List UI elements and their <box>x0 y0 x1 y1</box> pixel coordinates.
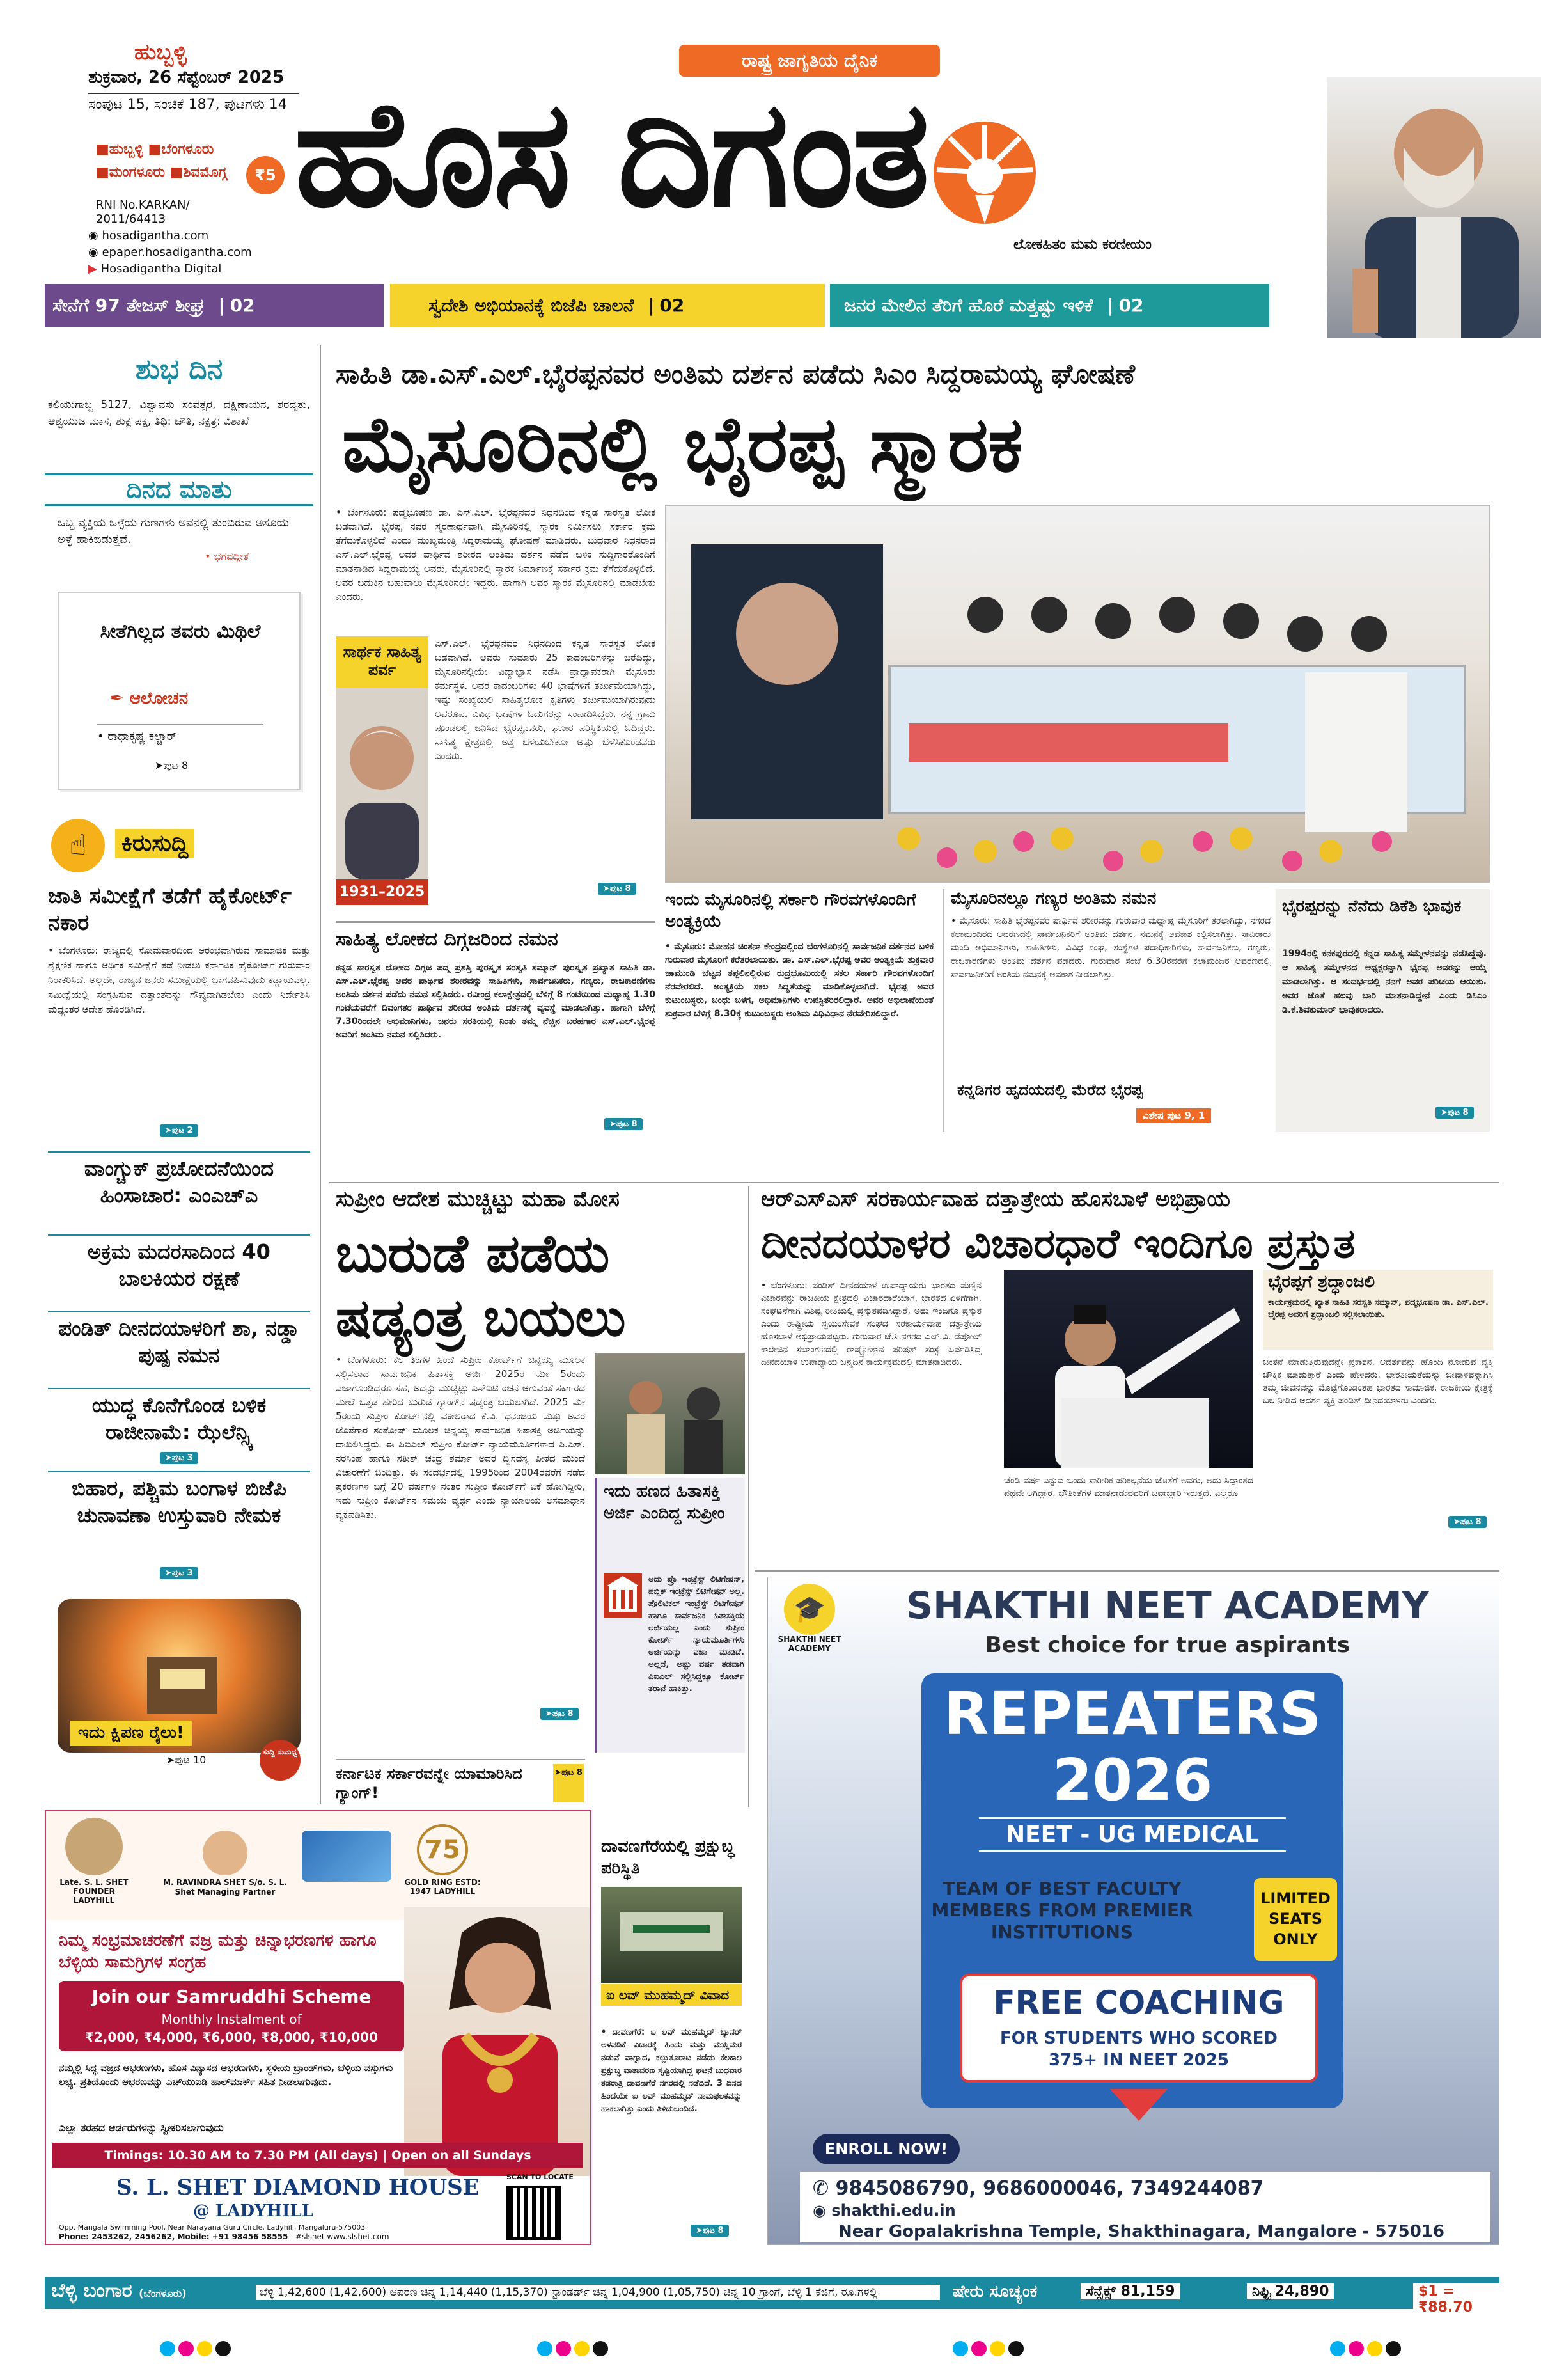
small-caption: ಐ ಲವ್ ಮುಹಮ್ಮದ್ ವಿವಾದ <box>601 1984 742 2006</box>
shop-name: S. L. SHET DIAMOND HOUSE <box>116 2175 480 2200</box>
jewel-timings: Timings: 10.30 AM to 7.30 PM (All days) | Open on all Sundays <box>52 2143 583 2168</box>
pm-photo <box>1327 77 1541 338</box>
footer-label: ಬೆಳ್ಳಿ ಬಂಗಾರ (ಬೆಂಗಳೂರು) <box>51 2280 187 2302</box>
founder-block <box>52 1818 136 1905</box>
lead-kicker: ಸಾಹಿತಿ ಡಾ.ಎಸ್.ಎಲ್.ಭೈರಪ್ಪನವರ ಅಂತಿಮ ದರ್ಶನ ಪಡೆದು ಸಿಎಂ ಸಿದ್ದರಾಮಯ್ಯ ಘೋಷಣೆ <box>336 358 1136 390</box>
n2-title[interactable]: ವಾಂಗ್ಚುಕ್ ಪ್ರಚೋದನೆಯಿಂದ ಹಿಂಸಾಚಾರ: ಎಂಎಚ್ಎ <box>48 1151 310 1209</box>
model-photo <box>404 1907 590 2176</box>
column-page: ➤ಪುಟ 8 <box>155 759 189 771</box>
teaser-3[interactable]: ಜನರ ಮೇಲಿನ ತೆರಿಗೆ ಹೊರೆ ಮತ್ತಷ್ಟು ಇಳಿಕೆ | 02 <box>830 284 1269 327</box>
globe-icon: ◉ <box>813 2202 826 2219</box>
small-title[interactable]: ದಾವಣಗೆರೆಯಲ್ಲಿ ಪ್ರಕ್ಷುಬ್ಧ ಪರಿಸ್ಥಿತಿ <box>601 1837 735 1878</box>
scheme-title: Join our Samruddhi Scheme <box>91 1986 372 2007</box>
founder-text: Late. S. L. SHET FOUNDER LADYHILL <box>59 1878 129 1905</box>
n5-page[interactable]: ➤ಪುಟ 3 <box>160 1452 198 1464</box>
footer-nifty: ನಿಫ್ಟಿ 24,890 <box>1247 2283 1334 2299</box>
mid-page[interactable]: ➤ಪುಟ 8 <box>540 1708 579 1720</box>
lead-photo <box>665 505 1490 883</box>
mid-strip[interactable] <box>336 1759 585 1804</box>
column-author: • ರಾಧಾಕೃಷ್ಣ ಕಲ್ಚಾರ್ <box>97 724 263 743</box>
issue: ಸಂಪುಟ 15, ಸಂಚಿಕೆ 187, ಪುಟಗಳು 14 <box>88 93 299 113</box>
panchanga: ಕಲಿಯುಗಾಬ್ದ 5127, ವಿಶ್ವಾವಸು ಸಂವತ್ಸರ, ದಕ್ಷಿಣಾಯನ, ಶರದೃತು, ಆಶ್ವಯುಜ ಮಾಸ, ಶುಕ್ಲ ಪಕ್ಷ, ತಿಥಿ: ಚೌತಿ, ನಕ್ಷತ್ರ: ವಿಶಾಖೆ <box>48 398 310 428</box>
quote-by: • ಭಗವದ್ಗೀತೆ <box>205 550 249 562</box>
court-icon <box>604 1573 642 1618</box>
kiru-header <box>51 819 243 872</box>
shop-social[interactable]: #slshet www.slshet.com <box>295 2232 389 2241</box>
scheme-amounts: ₹2,000, ₹4,000, ₹6,000, ₹8,000, ₹10,000 <box>84 2029 379 2045</box>
section-rule <box>329 1182 1499 1183</box>
tribute-title[interactable]: ಭೈರಪ್ಪಗೆ ಶ್ರದ್ಧಾಂಜಲಿ <box>1268 1272 1375 1291</box>
n1-page[interactable]: ➤ಪುಟ 2 <box>160 1124 198 1137</box>
neet-title: SHAKTHI NEET ACADEMY <box>906 1584 1429 1627</box>
neet-limited: LIMITED SEATS ONLY <box>1254 1878 1337 1961</box>
mid-headline: ಬುರುಡೆ ಪಡೆಯ ಷಡ್ಯಂತ್ರ ಬಯಲು <box>336 1223 626 1348</box>
right-story <box>755 1186 1499 1570</box>
epaper-link[interactable]: ◉ epaper.hosadigantha.com <box>88 246 252 259</box>
masthead-title: ಹೊಸ ದಿಗಂತ <box>294 67 928 240</box>
namana-body: ಕನ್ನಡ ಸಾರಸ್ವತ ಲೋಕದ ದಿಗ್ಗಜ ಪದ್ಮ ಪ್ರಶಸ್ತಿ ಪುರಸ್ಕೃತ ಸರಸ್ವತಿ ಸಮ್ಮಾನ್ ಪುರಸ್ಕೃತ ಪ್ರಖ್ಯಾತ ಸಾಹಿತಿ ಡಾ. ಎಸ್.ಎಲ್.ಭೈರಪ್ಪ ಅವರ ಪಾರ್ಥಿವ ಶರೀರವನ್ನು ಸಾಹಿತಿಗಳು, ಸಾರ್ವಜನಿಕರು, ಗಣ್ಯರು, ರಾಜಕಾರಣಿಗಳು ಅಂತಿಮ ದರ್ಶನ ಪಡೆದು ನಮನ ಸಲ್ಲಿಸಿದರು. ರವೀಂದ್ರ ಕಲಾಕ್ಷೇತ್ರದಲ್ಲಿ ಬೆಳಿಗ್ಗೆ 8 ಗಂಟೆಯಿಂದ ಮಧ್ಯಾಹ್ನ 1.30 ಗಂಟೆಯವರೆಗೆ ದಿವಂಗತರ ಪಾರ್ಥಿವ ಶರೀರದ ಅಂತಿಮ ದರ್ಶನಕ್ಕೆ ವ್ಯವಸ್ಥೆ ಮಾಡಲಾಗಿತ್ತು. ಹಾಗಾಗಿ ಬೆಳಿಗ್ಗೆ 7.30ರಿಂದಲೇ ಅಭಿಮಾನಿಗಳು, ಜನರು ಸರತಿಯಲ್ಲಿ ನಿಂತು ತಮ್ಮ ನೆಚ್ಚಿನ ಬರಹಗಾರ ಎಸ್.ಎಲ್.ಭೈರಪ್ಪ ಅವರಿಗೆ ಅಂತಿಮ ನಮನ ಸಲ್ಲಿಸಿದರು. <box>336 963 655 1040</box>
small-photo <box>601 1887 742 1983</box>
teaser-2[interactable]: ಸ್ವದೇಶಿ ಅಭಿಯಾನಕ್ಕೆ ಬಿಜೆಪಿ ಚಾಲನೆ | 02 <box>390 284 825 327</box>
footer-dollar: $1 = ₹88.70 <box>1413 2283 1499 2315</box>
shop-address: Opp. Mangala Swimming Pool, Near Narayana Guru Circle, Ladyhill, Mangaluru-575003 <box>59 2223 366 2232</box>
partner-block <box>161 1831 289 1897</box>
mid-strip-text: ಕರ್ನಾಟಕ ಸರ್ಕಾರವನ್ನೇ ಯಾಮಾರಿಸಿದ ಗ್ಯಾಂಗ್! <box>336 1765 522 1802</box>
mid-story <box>329 1186 745 1807</box>
namana-page[interactable]: ➤ಪುಟ 8 <box>604 1118 643 1130</box>
jewel-kn2: ನಮ್ಮಲ್ಲಿ ಸಿದ್ಧ ವಜ್ರದ ಆಭರಣಗಳು, ಹೊಸ ವಿನ್ಯಾಸದ ಆಭರಣಗಳು, ಸ್ಥಳೀಯ ಬ್ರಾಂಡ್‌ಗಳು, ಬೆಳ್ಳಿಯ ವಸ್ತುಗಳು ಲಭ್ಯ. ಪ್ರತಿಯೊಂದು ಆಭರಣವನ್ನು ಎಚ್‌ಯುಐಡಿ ಹಾಲ್‌ಮಾರ್ಕ್ ಸಹಿತ ನೀಡಲಾಗುವುದು. <box>59 2062 393 2088</box>
column-label: ✒ ಆಲೋಚನ <box>110 689 189 708</box>
tribute-box <box>1263 1270 1493 1350</box>
hand-icon: ☝ <box>51 819 105 872</box>
neet-enroll-button[interactable]: ENROLL NOW! <box>813 2134 960 2164</box>
n4-title[interactable]: ಪಂಡಿತ್ ದೀನದಯಾಳರಿಗೆ ಶಾ, ನಡ್ಡಾ ಪುಷ್ಪ ನಮನ <box>48 1311 310 1369</box>
lead-headline: ಮೈಸೂರಿನಲ್ಲಿ ಭೈರಪ್ಪ ಸ್ಮಾರಕ <box>342 399 1023 489</box>
right-body-1: • ಬೆಂಗಳೂರು: ಪಂಡಿತ್ ದೀನದಯಾಳ ಉಪಾಧ್ಯಾಯರು ಭಾರತದ ಮಣ್ಣಿನ ವಿಚಾರವನ್ನು ರಾಜಕೀಯ ಕ್ಷೇತ್ರದಲ್ಲಿ ವಿಚಾರಧಾರೆಯಾಗಿ, ಭಾರತದ ಏಳಿಗೆಗಾಗಿ, ಸಂಘಟನೆಗಾಗಿ ವಿಶಿಷ್ಟ ರೀತಿಯಲ್ಲಿ ಪ್ರಸ್ತುತಪಡಿಸಿದ್ದಾರೆ, ಅದು ಇಂದಿಗೂ ಪ್ರಸ್ತುತ ಎಂದು ರಾಷ್ಟ್ರೀಯ ಸ್ವಯಂಸೇವಕ ಸಂಘದ ಸರಕಾರ್ಯವಾಹ ದತ್ತಾತ್ರೇಯ ಹೊಸಬಾಳೆ ಅಭಿಪ್ರಾಯಪಟ್ಟರು. ಗುರುವಾರ ಚೆ.ಸಿ.ನಗರದ ಎಲ್.ವಿ. ಡೆಪೋಲ್ ಕಾಲೇಜಿನ ಸಭಾಂಗಣದಲ್ಲಿ ರಾಷ್ಟ್ರೋತ್ಥಾನ ಪರಿಷತ್ ಸಂಸ್ಥೆ ಏರ್ಪಡಿಸಿದ್ದ ದೀನದಯಾಳ ಉಪಾಧ್ಯಾಯ ಜನ್ಮದಿನ ಕಾರ್ಯಕ್ರಮದಲ್ಲಿ ಮಾತನಾಡಿದರು. <box>761 1281 982 1367</box>
price-badge: ₹5 <box>246 156 285 194</box>
mid-rule <box>748 1186 749 1807</box>
neet-contacts <box>800 2172 1490 2242</box>
partner-photo <box>203 1831 247 1875</box>
teaser-strip <box>45 284 1269 327</box>
motto: ಲೋಕಹಿತಂ ಮಮ ಕರಣೀಯಂ <box>1013 237 1152 253</box>
qr-code-icon[interactable] <box>506 2186 561 2240</box>
estd-text: GOLD RING ESTD: 1947 LADYHILL <box>404 1878 481 1896</box>
column-title: ಸೀತೆಗಿಲ್ಲದ ತವರು ಮಿಥಿಲೆ <box>100 620 261 643</box>
neet-free: FREE COACHING <box>993 1984 1285 2021</box>
neet-ug: NEET - UG MEDICAL <box>979 1817 1286 1852</box>
shop-at: @ LADYHILL <box>193 2202 313 2221</box>
sls-logo-icon <box>302 1831 391 1882</box>
profile-box-title: ಸಾರ್ಥಕ ಸಾಹಿತ್ಯ ಪರ್ವ <box>336 636 428 688</box>
portrait <box>336 688 428 879</box>
n5-title[interactable]: ಯುದ್ಧ ಕೊನೆಗೊಂಡ ಬಳಿಕ ರಾಜೀನಾಮೆ: ಝೆಲೆನ್ಸ್ಕಿ <box>48 1388 310 1446</box>
n6-title[interactable]: ಬಿಹಾರ, ಪಶ್ಚಿಮ ಬಂಗಾಳ ಬಿಜೆಪಿ ಚುನಾವಣಾ ಉಸ್ತುವಾರಿ ನೇಮಕ <box>48 1471 310 1529</box>
pen-icon: ✒ <box>110 689 124 708</box>
small-story <box>601 1836 742 2245</box>
mid-photo <box>595 1353 745 1474</box>
sun-emblem-icon <box>924 112 1045 233</box>
sub2-page[interactable]: ವಿಶೇಷ ಪುಟ 9, 1 <box>1136 1108 1211 1123</box>
neet-web[interactable]: ◉ shakthi.edu.in <box>813 2202 956 2219</box>
shubha-dina: ಶುಭ ದಿನ <box>135 353 223 386</box>
sub2-note[interactable]: ಕನ್ನಡಿಗರ ಹೃದಯದಲ್ಲಿ ಮೆರೆದ ಭೈರಪ್ಪ <box>957 1081 1143 1099</box>
sub2-title[interactable]: ಮೈಸೂರಿನಲ್ಲೂ ಗಣ್ಯರ ಅಂತಿಮ ನಮನ <box>951 889 1157 908</box>
editions: ■ಹುಬ್ಬಳ್ಳಿ ■ಬೆಂಗಳೂರು ■ಮಂಗಳೂರು ■ಶಿವಮೊಗ್ಗ <box>96 141 227 180</box>
right-headline: ದೀನದಯಾಳರ ವಿಚಾರಧಾರೆ ಇಂದಿಗೂ ಪ್ರಸ್ತುತ <box>761 1220 1356 1268</box>
kiru-title: ಕಿರುಸುದ್ದಿ <box>115 829 194 858</box>
estd-block <box>401 1824 484 1896</box>
sub3 <box>1276 889 1490 1132</box>
rail-caption: ಇದು ಕ್ಷಿಪಣ ರೈಲು! <box>70 1721 192 1746</box>
rail-page[interactable]: ➤ಪುಟ 10 <box>166 1754 207 1766</box>
namana-box <box>336 921 655 1132</box>
sub3-body: 1994ರಲ್ಲಿ ಕನಕಪುರದಲ್ಲಿ ಕನ್ನಡ ಸಾಹಿತ್ಯ ಸಮ್ಮೇಳನವನ್ನು ನಡೆಸಿದ್ದೆವು. ಆ ಸಾಹಿತ್ಯ ಸಮ್ಮೇಳನದ ಅಧ್ಯಕ್ಷರನ್ನಾಗಿ ಭೈರಪ್ಪ ಅವರನ್ನು ಆಯ್ಕೆ ಮಾಡಲಾಗಿತ್ತು. ಆ ಸಂದರ್ಭದಲ್ಲಿ ನನಗೆ ಅವರ ಪರಿಚಯ ಆಯಿತು. ಅವರ ಜೊತೆ ಹಲವು ಬಾರಿ ಮಾತನಾಡಿದ್ದೇನೆ ಎಂದು ಡಿಸಿಎಂ ಡಿ.ಕೆ.ಶಿವಕುಮಾರ್ ಭಾವುಕರಾದರು. <box>1282 949 1487 1015</box>
n6-page[interactable]: ➤ಪುಟ 3 <box>160 1567 198 1579</box>
column-rule <box>320 345 321 1804</box>
sub3-page[interactable]: ➤ಪುಟ 8 <box>1435 1107 1474 1119</box>
sub1-body: • ಮೈಸೂರು: ಮೋಹನ ಚಿಂತನಾ ಕೇಂದ್ರದಲ್ಲಿಂದ ಬೆಂಗಳೂರಿನಲ್ಲಿ ಸಾರ್ವಜನಿಕ ದರ್ಶನದ ಬಳಿಕ ಗುರುವಾರ ಮೈಸೂರಿಗೆ ಕರೆತರಲಾಯಿತು. ಡಾ. ಎಸ್.ಎಲ್.ಭೈರಪ್ಪ ಅವರ ಅಂತ್ಯಕ್ರಿಯೆ ಶುಕ್ರವಾರ ಚಾಮುಂಡಿ ಬೆಟ್ಟದ ತಪ್ಪಲಿನಲ್ಲಿರುವ ರುದ್ರಭೂಮಿಯಲ್ಲಿ ಸಕಲ ಸರ್ಕಾರಿ ಗೌರವಗಳೊಂದಿಗೆ ನೆರವೇರಲಿದೆ. ಅಂತ್ಯಕ್ರಿಯೆ ಸಕಲ ಸಿದ್ಧತೆಯನ್ನು ಮಾಡಿಕೊಳ್ಳಲಾಗಿದೆ. ಭೈರಪ್ಪ ಅವರ ಕುಟುಂಬಸ್ಥರು, ಬಂಧು ಬಳಗ, ಅಭಿಮಾನಿಗಳು ಉಪಸ್ಥಿತರಿರಲಿದ್ದಾರೆ. ಅವರ ಅಭಿಲಾಷೆಯಂತೆ ಶುಕ್ರವಾರ ಬೆಳಿಗ್ಗೆ 8.30ಕ್ಕೆ ಕುಟುಂಬಸ್ಥರು ಅಂತಿಮ ವಿಧಿವಿಧಾನ ನೆರವೇರಿಸಲಿದ್ದಾರೆ. <box>665 942 934 1019</box>
neet-free-sub: FOR STUDENTS WHO SCORED 375+ IN NEET 2025 <box>1000 2029 1278 2070</box>
footer-bar <box>45 2277 1499 2315</box>
registration-dots-2 <box>537 2341 608 2359</box>
registration-dots-1 <box>160 2341 231 2359</box>
footer-sensex: ಸೆನ್ಸೆಕ್ಸ್ 81,159 <box>1081 2283 1180 2299</box>
quote: ಒಬ್ಬ ವ್ಯಕ್ತಿಯ ಒಳ್ಳೆಯ ಗುಣಗಳು ಅವನಲ್ಲಿ ತುಂಬಿರುವ ಅಸೂಯೆ ಅಳ್ಳೆ ಹಾಕಿಬಿಡುತ್ತವೆ. <box>58 516 290 546</box>
arrow-down-icon <box>1110 2089 1168 2121</box>
date: ಶುಕ್ರವಾರ, 26 ಸೆಪ್ಟೆಂಬರ್ 2025 <box>88 68 285 87</box>
speaker-photo <box>1004 1270 1253 1468</box>
small-body: • ದಾವಣಗೆರೆ: ಐ ಲವ್ ಮುಹಮ್ಮದ್ ಬ್ಯಾನರ್ ಅಳವಡಿಕೆ ವಿಚಾರಕ್ಕೆ ಹಿಂದು ಮತ್ತು ಮುಸ್ಲಿಮರ ನಡುವೆ ವಾಗ್ವಾದ, ಕಲ್ಲುತೂರಾಟ ನಡೆದು ಕೆಲಕಾಲ ಪ್ರಕ್ಷುಬ್ಧ ವಾತಾವರಣ ಸೃಷ್ಟಿಯಾಗಿದ್ದ ಘಟನೆ ಬುಧವಾರ ತಡರಾತ್ರಿ ದಾವಣಗೆರೆ ನಗರದಲ್ಲಿ ನಡೆದಿದೆ. 3 ದಿನದ ಹಿಂದೆಯೇ ಐ ಲವ್ ಮುಹಮ್ಮದ್ ನಾಮಫಲಕವನ್ನು ಹಾಕಲಾಗಿತ್ತು ಎಂದು ತಿಳಿದುಬಂದಿದೆ. <box>601 2028 742 2114</box>
right-body-2: ಚೆಂಡಿ ವರ್ಷ ಎನ್ನುವ ಒಂದು ಸಾರೀರಿಕ ಪರಿಕಲ್ಪನೆಯ ಜೊತೆಗೆ ಅವರು, ಅದು ಸಿದ್ಧಾಂತದ ಪಥವೇ ಆಗಿದ್ದಾರೆ. ಭೌತಿಕತೆಗಳ ಮಾತನಾಡುವವರಿಗೆ ಜವಾಬ್ದಾರಿ ಇರುತ್ತದೆ. ಎಲ್ಲರೂ <box>1004 1476 1253 1499</box>
n1-title[interactable]: ಜಾತಿ ಸಮೀಕ್ಷೆಗೆ ತಡೆಗೆ ಹೈಕೋರ್ಟ್ ನಕಾರ <box>48 883 292 936</box>
right-kicker: ಆರ್‌ಎಸ್‌ಎಸ್ ಸರಕಾರ್ಯವಾಹ ದತ್ತಾತ್ರೇಯ ಹೊಸಬಾಳೆ ಅಭಿಪ್ರಾಯ <box>761 1186 1230 1212</box>
graduate-icon: 🎓 <box>784 1584 835 1635</box>
registration-dots-4 <box>1330 2341 1401 2359</box>
right-page[interactable]: ➤ಪುಟ 8 <box>1448 1516 1487 1528</box>
scheme-box <box>59 1981 404 2051</box>
jewel-kn3: ಎಲ್ಲಾ ತರಹದ ಆರ್ಡರುಗಳನ್ನು ಸ್ವೀಕರಿಸಲಾಗುವುದು <box>59 2122 224 2134</box>
neet-team: TEAM OF BEST FACULTY MEMBERS FROM PREMIER INSTITUTIONS <box>931 1878 1193 1943</box>
neet-phone[interactable]: ✆ 9845086790, 9686000046, 7349244087 <box>813 2177 1264 2200</box>
masthead <box>0 0 1541 281</box>
left-column <box>45 345 313 1804</box>
small-page[interactable]: ➤ಪುಟ 8 <box>691 2225 729 2237</box>
tribute-body: ಕಾರ್ಯಕ್ರಮದಲ್ಲಿ ಖ್ಯಾತ ಸಾಹಿತಿ ಸರಸ್ವತಿ ಸಮ್ಮಾನ್, ಪದ್ಮಭೂಷಣ ಡಾ. ಎಸ್.ಎಲ್. ಭೈರಪ್ಪ ಅವರಿಗೆ ಶ್ರದ್ಧಾಂಜಲಿ ಸಲ್ಲಿಸಲಾಯಿತು. <box>1268 1298 1489 1320</box>
sub1-title[interactable]: ಇಂದು ಮೈಸೂರಿನಲ್ಲಿ ಸರ್ಕಾರಿ ಗೌರವಗಳೊಂದಿಗೆ ಅಂತ್ಯಕ್ರಿಯೆ <box>665 890 916 931</box>
profile-years: 1931–2025 <box>336 879 428 905</box>
registration-dots-3 <box>953 2341 1024 2359</box>
neet-year: 2026 <box>1052 1747 1213 1814</box>
profile-box <box>336 636 428 905</box>
years-badge: 75 <box>417 1824 468 1875</box>
sub3-title[interactable]: ಭೈರಪ್ಪರನ್ನು ನೆನೆದು ಡಿಕೆಶಿ ಭಾವುಕ <box>1282 897 1462 916</box>
founder-photo <box>65 1818 123 1875</box>
n3-title[interactable]: ಅಕ್ರಮ ಮದರಸಾದಿಂದ 40 ಬಾಲಕಿಯರ ರಕ್ಷಣೆ <box>48 1234 310 1292</box>
neet-free-box <box>960 1974 1318 2083</box>
scheme-monthly: Monthly Instalment of <box>161 2012 302 2027</box>
tagline: ರಾಷ್ಟ್ರ ಜಾಗೃತಿಯ ದೈನಿಕ <box>679 45 940 77</box>
neet-sub: Best choice for true aspirants <box>985 1632 1350 1658</box>
right-body-3: ಚಿಂತನೆ ಮಾಡುತ್ತಿರುವುದನ್ನೇ ಪ್ರಕಾಶನ, ಆದರ್ಶವನ್ನು ಹೊಂದಿ ನೋಡುವ ವ್ಯಕ್ತಿ ಚೌಕ್ತಿಕ ಮಾಡುತ್ತಾರೆ ಎಂದು ಹೇಳಿದರು. ಭಾರತೀಯತೆಯನ್ನು ಜೀವಾಳವನ್ನಾಗಿಸಿ ತಮ್ಮ ಜೀವನವನ್ನು ಮೊಟ್ಟೆಗೊಂಡಂತಹ ಭಾರತದ ಸಾಮಾಜಿಕ, ರಾಜಕೀಯ ಕ್ಷೇತ್ರಕ್ಕೆ ಬಲ ನೀಡಿದ ಆದರ್ಶ ವ್ಯಕ್ತಿ ಪಂಡಿತ್ ದೀನದಯಾಳರು ಎಂದರು. <box>1263 1357 1493 1406</box>
footer-market: ಷೇರು ಸೂಚ್ಯಂಕ <box>953 2282 1038 2301</box>
mid-kicker: ಸುಪ್ರೀಂ ಆದೇಶ ಮುಚ್ಚಿಟ್ಟು ಮಹಾ ಮೋಸ <box>336 1186 620 1212</box>
phone-icon: ✆ <box>813 2177 829 2200</box>
rni: RNI No.KARKAN/ 2011/64413 <box>96 198 190 226</box>
neet-logo: 🎓 SHAKTHI NEET ACADEMY <box>774 1584 845 1653</box>
neet-ad[interactable] <box>767 1577 1499 2245</box>
lead-body-1: • ಬೆಂಗಳೂರು: ಪದ್ಮಭೂಷಣ ಡಾ. ಎಸ್.ಎಲ್. ಭೈರಪ್ಪನವರ ನಿಧನದಿಂದ ಕನ್ನಡ ಸಾರಸ್ವತ ಲೋಕ ಬಡವಾಗಿದೆ. ಭೈರಪ್ಪ ನವರ ಸ್ಮರಣಾರ್ಥವಾಗಿ ಮೈಸೂರಿನಲ್ಲಿ ಸ್ಮಾರಕ ನಿರ್ಮಿಸಲು ಸರ್ಕಾರ ಕ್ರಮ ತೆಗೆದುಕೊಳ್ಳಲಿದೆ ಎಂದು ಮುಖ್ಯಮಂತ್ರಿ ಸಿದ್ದರಾಮಯ್ಯ ಘೋಷಣೆ ಮಾಡಿದರು. ಬುಧವಾರ ನಿಧನರಾದ ಎಸ್.ಎಲ್.ಭೈರಪ್ಪ ಅವರ ಪಾರ್ಥಿವ ಶರೀರದ ಅಂತಿಮ ದರ್ಶನ ಪಡೆದ ಬಳಿಕ ಸುದ್ದಿಗಾರರೊಂದಿಗೆ ಮಾತನಾಡಿದ ಸಿದ್ದರಾಮಯ್ಯ ಅವರು, ಮೈಸೂರಿನಲ್ಲಿ ಸ್ಮಾರಕ ನಿರ್ಮಾಣಕ್ಕೆ ಸರ್ಕಾರ ಕ್ರಮ ತೆಗೆದುಕೊಳ್ಳಲಿದೆ. ಅವರ ಬದುಕಿನ ಬಹುಪಾಲು ಮೈಸೂರಿನಲ್ಲೇ ಇದ್ದರು. ಹಾಗಾಗಿ ಅವರ ಸ್ಮಾರಕ ಮೈಸೂರಿನಲ್ಲಿ ಮಾಡಬೇಕು ಎಂದರು. <box>336 507 655 603</box>
scan-label: SCAN TO LOCATE <box>506 2173 574 2181</box>
footer-rates: ಬೆಳ್ಳಿ 1,42,600 (1,42,600) ಆಪರಣ ಚಿನ್ನ 1,14,440 (1,15,370) ಸ್ಟಾಂಡರ್ಡ್ ಚಿನ್ನ 1,04,900 (1,05,750) ಚಿನ್ನ 10 ಗ್ರಾಂಗೆ, ಬೆಳ್ಳಿ 1 ಕೆಜಿಗೆ, ರೂ.ಗಳಲ್ಲಿ <box>256 2285 940 2300</box>
mid-side-title[interactable]: ಇದು ಹಣದ ಹಿತಾಸಕ್ತಿ ಅರ್ಜಿ ಎಂದಿದ್ದ ಸುಪ್ರೀಂ <box>604 1482 725 1523</box>
teaser-1[interactable]: ಸೇನೆಗೆ 97 ತೇಜಸ್ ಶೀಘ್ರ | 02 <box>45 284 384 327</box>
jewel-ad[interactable] <box>45 1810 591 2245</box>
mid-strip-page: ➤ಪುಟ 8 <box>553 1764 584 1802</box>
neet-address: Near Gopalakrishna Temple, Shakthinagara, Mangalore - 575016 <box>838 2222 1445 2241</box>
digital-link[interactable]: ▶ Hosadigantha Digital <box>88 262 222 276</box>
lead-body-2: ಎಸ್.ಎಲ್. ಭೈರಪ್ಪನವರ ನಿಧನದಿಂದ ಕನ್ನಡ ಸಾರಸ್ವತ ಲೋಕ ಬಡವಾಗಿದೆ. ಅವರು ಸುಮಾರು 25 ಕಾದಂಬರಿಗಳನ್ನು ಬರೆದಿದ್ದು, ಮೈಸೂರಿನಲ್ಲಿಯೇ ವಿದ್ಯಾಭ್ಯಾಸ ನಡೆಸಿ ಪ್ರಾಧ್ಯಾಪಕರಾಗಿ ಮೈಸೂರು ಕರ್ಮಸ್ಥಳ. ಅವರ ಕಾದಂಬರಿಗಳು 40 ಭಾಷೆಗಳಿಗೆ ತರ್ಜುಮೆಯಾಗಿದ್ದು, ಇಷ್ಟು ಸಂಖ್ಯೆಯಲ್ಲಿ ಸಾಹಿತ್ಯಲೋಕ ಕೃತಿಗಳು ತರ್ಜುಮೆಯಾಗಿರುವುದು ಅಪರೂಪ. ವಿವಿಧ ಭಾಷೆಗಳ ಓದುಗರನ್ನು ಸಂಪಾದಿಸಿದ್ದರು. ನನ್ನ ಗ್ರಾಮ ಪೂಂಡಲಲ್ಲಿ ಜನಿಸಿದ ಭೈರಪ್ಪನವರು, ಘೋರ ಪರಿಸ್ಥಿತಿಯಲ್ಲಿ ಓದಿದ್ದರು. ಸಾಹಿತ್ಯ ಕ್ಷೇತ್ರದಲ್ಲಿ ಅತ್ತ ಬೆಳೆಯಬೇಕೋ ಅಷ್ಟು ಬೆಳೆಸಿಕೊಂಡವರು ಎಂದರು. <box>435 638 655 762</box>
website[interactable]: ◉ hosadigantha.com <box>88 229 209 242</box>
sub2 <box>943 889 1269 1132</box>
sudd-badge: ಸುದ್ದಿ ಸುಮಧ್ವ <box>260 1740 301 1781</box>
n1-body: • ಬೆಂಗಳೂರು: ರಾಜ್ಯದಲ್ಲಿ ಸೋಮವಾರದಿಂದ ಆರಂಭವಾಗಿರುವ ಸಾಮಾಜಿಕ ಮತ್ತು ಶೈಕ್ಷಣಿಕ ಹಾಗೂ ಆರ್ಥಿಕ ಸಮೀಕ್ಷೆಗೆ ತಡೆ ನೀಡಲು ಕರ್ನಾಟಕ ಹೈಕೋರ್ಟ್ ಗುರುವಾರ ನಿರಾಕರಿಸಿದೆ. ಅಲ್ಲದೇ, ರಾಜ್ಯದ ಜನರು ಸಮೀಕ್ಷೆಯಲ್ಲಿ ಭಾಗವಹಿಸುವುದು ಕಡ್ಡಾಯವಲ್ಲ. ಸಮೀಕ್ಷೆಯಲ್ಲಿ ಸಂಗ್ರಹಿಸುವ ದತ್ತಾಂಶವನ್ನು ಗೌಪ್ಯವಾಗಿಡಬೇಕು ಎಂದು ನಿರ್ದೇಶಿಸಿ ಮಧ್ಯಂತರ ಆದೇಶ ಹೊರಡಿಸಿದೆ. <box>48 945 310 1015</box>
dinada-matu: ದಿನದ ಮಾತು <box>45 473 313 506</box>
namana-title[interactable]: ಸಾಹಿತ್ಯ ಲೋಕದ ದಿಗ್ಗಜರಿಂದ ನಮನ <box>336 928 558 950</box>
mid-side-body: ಅದು ಪ್ರೊ ಇಂಟ್ರೆಸ್ಟ್ ಲಿಟಿಗೇಷನ್, ಪಬ್ಲಿಕ್ ಇಂಟ್ರೆಸ್ಟ್ ಲಿಟಿಗೇಷನ್ ಅಲ್ಲ. ಪೊಲಿಟಿಕಲ್ ಇಂಟ್ರೆಸ್ಟ್ ಲಿಟಿಗೇಷನ್ ಹಾಗೂ ಸಾರ್ವಜನಿಕ ಹಿತಾಸಕ್ತಿಯ ಅರ್ಜಿಯಲ್ಲ ಎಂದು ಸುಪ್ರೀಂ ಕೋರ್ಟ್ ನ್ಯಾಯಮೂರ್ತಿಗಳು ಅರ್ಜಿಯನ್ನು ವಜಾ ಮಾಡಿದೆ. ಅಲ್ಲದೆ, ಅಷ್ಟು ವರ್ಷ ತಡವಾಗಿ ಪಿಐಎಲ್ ಸಲ್ಲಿಸಿದ್ದಕ್ಕೂ ಕೋರ್ಟ್ ತರಾಟೆ ಹಾಕಿತ್ತು. <box>648 1575 744 1694</box>
lead-page[interactable]: ➤ಪುಟ 8 <box>598 883 636 895</box>
city: ಹುಬ್ಬಳ್ಳಿ <box>134 40 187 65</box>
column-box[interactable] <box>58 592 301 790</box>
partner-text: M. RAVINDRA SHET S/o. S. L. Shet Managing Partner <box>163 1878 287 1896</box>
mid-side <box>595 1478 745 1753</box>
lead-story <box>329 345 1499 1177</box>
neet-repeaters: REPEATERS <box>943 1680 1322 1748</box>
right-rule <box>755 1570 1499 1572</box>
sub2-body: • ಮೈಸೂರು: ಸಾಹಿತಿ ಭೈರಪ್ಪನವರ ಪಾರ್ಥಿವ ಶರೀರವನ್ನು ಗುರುವಾರ ಮಧ್ಯಾಹ್ನ ಮೈಸೂರಿಗೆ ತರಲಾಗಿದ್ದು, ನಗರದ ಕಲಾಮಂದಿರದ ಆವರಣದಲ್ಲಿ ಸಾರ್ವಜನಿಕರಿಗೆ ಅಂತಿಮ ದರ್ಶನ, ನಮನಕ್ಕೆ ಅವಕಾಶ ಕಲ್ಪಿಸಲಾಗಿತ್ತು. ಸಾವಿರಾರು ಮಂದಿ ಅಭಿಮಾನಿಗಳು, ಸಾಹಿತಿಗಳು, ವಿವಿಧ ಸಂಘ, ಸಂಸ್ಥೆಗಳ ಪದಾಧಿಕಾರಿಗಳು, ಸಾರ್ವಜನಿಕರು, ಗಣ್ಯರು, ರಾಜಕಾರಣಿಗಳು ಅಂತಿಮ ದರ್ಶನ ಪಡೆದರು. ಗುರುವಾರ ಸಂಜೆ 6.30ರವರೆಗೆ ಕಲಾಮಂದಿರ ಆವರಣದಲ್ಲಿ ಸಾರ್ವಜನಿಕರಿಗೆ ಅಂತಿಮ ನಮನಕ್ಕೆ ಅವಕಾಶ ನೀಡಲಾಗಿತ್ತು. <box>951 916 1271 980</box>
jewel-kn1: ನಿಮ್ಮ ಸಂಭ್ರಮಾಚರಣೆಗೆ ವಜ್ರ ಮತ್ತು ಚಿನ್ನಾಭರಣಗಳ ಹಾಗೂ ಬೆಳ್ಳಿಯ ಸಾಮಗ್ರಿಗಳ ಸಂಗ್ರಹ <box>59 1931 377 1972</box>
sub1 <box>665 889 934 1132</box>
shop-phone: Phone: 2453262, 2456262, Mobile: +91 98456 58555 <box>59 2232 288 2241</box>
mid-body: • ಬೆಂಗಳೂರು: ಕೆಲ ತಿಂಗಳ ಹಿಂದೆ ಸುಪ್ರೀಂ ಕೋರ್ಟ್‌ಗೆ ಚಿನ್ನಯ್ಯ ಮೂಲಕ ಸಲ್ಲಿಸಲಾದ ಸಾರ್ವಜನಿಕ ಹಿತಾಸಕ್ತಿ ಅರ್ಜಿ 2025ರ ಮೇ 5ರಂದು ವಜಾಗೊಂಡಿದ್ದರೂ ಸಹ, ಅದನ್ನು ಮುಚ್ಚಿಟ್ಟು ಎಸ್ಐಟಿ ರಚನೆ ಆಗುವಂತೆ ಸರ್ಕಾರದ ಮೇಲೆ ಒತ್ತಡ ಹೇರಿದ ಬುರುಡೆ ಗ್ಯಾಂಗ್‌ನ ಷಡ್ಯಂತ್ರ ಬಯಲಾಗಿದೆ. 2025 ಮೇ 5ರಂದು ಸುಪ್ರೀಂ ಕೋರ್ಟ್‌ನಲ್ಲಿ ವಕೀಲರಾದ ಕೆ.ವಿ. ಧನಂಜಯ ಮತ್ತು ಅವರ ಜೊತೆಗಾರ ಸಂತೋಷ್ ಮೂಲಕ ಚಿನ್ನಯ್ಯ ಸಾರ್ವಜನಿಕ ಹಿತಾಸಕ್ತಿ ಅರ್ಜಿಯನ್ನು ದಾಖಲಿಸಿದ್ದರು. ಈ ಪಿಐಎಲ್ ಸುಪ್ರೀಂ ಕೋರ್ಟ್ ನ್ಯಾಯಮೂರ್ತಿಗಳಾದ ಪಿ.ಎಸ್. ನರಸಿಂಹ ಹಾಗೂ ಸತೀಶ್ ಚಂದ್ರ ಶರ್ಮಾ ಅವರ ದ್ವಿಸದಸ್ಯ ಪೀಠದ ಮುಂದೆ ವಿಚಾರಣೆಗೆ ಬಂದಿತ್ತು. ಈ ಸಂದರ್ಭದಲ್ಲಿ 1995ರಿಂದ 2004ರವರೆಗೆ ನಡೆದ ಪ್ರಕರಣಗಳ ಬಗ್ಗೆ 20 ವರ್ಷಗಳ ನಂತರ ಸುಪ್ರೀಂ ಕೋರ್ಟ್‌ಗೆ ಏಕೆ ಹೋಗಿದ್ದೀರಿ, ಇದು ಸುಪ್ರೀಂ ಕೋರ್ಟ್‌ನ ಸಮಯ ವ್ಯರ್ಥ ಎಂದು ನ್ಯಾಯಾಲಯ ಅಸಮಾಧಾನ ವ್ಯಕ್ತಪಡಿಸಿತು. <box>336 1354 585 1520</box>
